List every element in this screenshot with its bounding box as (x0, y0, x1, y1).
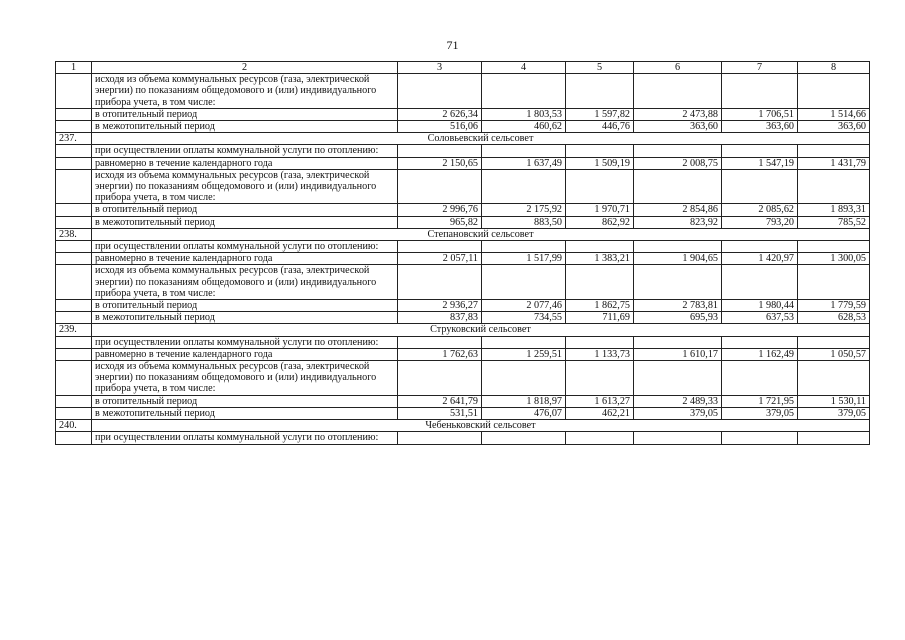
value-cell: 793,20 (722, 216, 798, 228)
value-cell (722, 145, 798, 157)
section-row (56, 420, 870, 432)
value-cell (722, 241, 798, 253)
value-cell: 1 509,19 (566, 157, 634, 169)
value-cell: 363,60 (798, 121, 870, 133)
value-cell (398, 169, 482, 204)
row-label: в отопительный период (92, 300, 398, 312)
section-title: Струковский сельсовет (92, 324, 870, 336)
value-cell: 1 431,79 (798, 157, 870, 169)
value-cell: 1 530,11 (798, 395, 870, 407)
table-row (56, 74, 870, 109)
section-row (56, 324, 870, 336)
value-cell (398, 432, 482, 444)
value-cell (634, 361, 722, 396)
row-label: в отопительный период (92, 204, 398, 216)
value-cell: 476,07 (482, 407, 566, 419)
value-cell (566, 169, 634, 204)
value-cell: 1 133,73 (566, 348, 634, 360)
row-number (56, 108, 92, 120)
value-cell (566, 336, 634, 348)
row-number (56, 348, 92, 360)
value-cell (722, 361, 798, 396)
value-cell: 1 706,51 (722, 108, 798, 120)
value-cell: 1 818,97 (482, 395, 566, 407)
value-cell (398, 241, 482, 253)
value-cell (798, 169, 870, 204)
value-cell (398, 361, 482, 396)
row-number (56, 336, 92, 348)
table-row (56, 348, 870, 360)
value-cell (798, 336, 870, 348)
value-cell: 1 597,82 (566, 108, 634, 120)
table-row (56, 336, 870, 348)
value-cell (398, 74, 482, 109)
section-number: 237. (56, 133, 92, 145)
value-cell: 862,92 (566, 216, 634, 228)
value-cell: 2 077,46 (482, 300, 566, 312)
value-cell: 965,82 (398, 216, 482, 228)
value-cell: 2 641,79 (398, 395, 482, 407)
value-cell: 1 803,53 (482, 108, 566, 120)
value-cell: 1 904,65 (634, 253, 722, 265)
value-cell (798, 241, 870, 253)
column-header: 6 (634, 62, 722, 74)
table-row (56, 145, 870, 157)
row-label: исходя из объема коммунальных ресурсов (газа, электрической энергии) по показаниям общедомового и (или) индивидуального прибора учета, в том числе: (92, 361, 398, 396)
row-number (56, 157, 92, 169)
section-title: Чебеньковский сельсовет (92, 420, 870, 432)
column-header: 2 (92, 62, 398, 74)
table-row (56, 432, 870, 444)
value-cell (482, 74, 566, 109)
value-cell: 837,83 (398, 312, 482, 324)
row-number (56, 74, 92, 109)
row-label: в межотопительный период (92, 121, 398, 133)
column-header: 4 (482, 62, 566, 74)
value-cell: 2 854,86 (634, 204, 722, 216)
row-number (56, 121, 92, 133)
section-title: Степановский сельсовет (92, 228, 870, 240)
value-cell: 637,53 (722, 312, 798, 324)
table-row (56, 312, 870, 324)
value-cell: 695,93 (634, 312, 722, 324)
table-row (56, 216, 870, 228)
column-header: 8 (798, 62, 870, 74)
row-number (56, 312, 92, 324)
row-number (56, 241, 92, 253)
value-cell (722, 265, 798, 300)
value-cell (566, 361, 634, 396)
value-cell (482, 145, 566, 157)
table-row (56, 241, 870, 253)
value-cell: 1 779,59 (798, 300, 870, 312)
value-cell: 2 473,88 (634, 108, 722, 120)
value-cell (398, 265, 482, 300)
value-cell (798, 265, 870, 300)
section-number: 240. (56, 420, 92, 432)
value-cell: 1 517,99 (482, 253, 566, 265)
column-header: 7 (722, 62, 798, 74)
table-row (56, 121, 870, 133)
value-cell: 1 893,31 (798, 204, 870, 216)
row-label: при осуществлении оплаты коммунальной услуги по отоплению: (92, 336, 398, 348)
value-cell: 711,69 (566, 312, 634, 324)
value-cell: 2 489,33 (634, 395, 722, 407)
column-header: 5 (566, 62, 634, 74)
section-row (56, 133, 870, 145)
value-cell: 2 008,75 (634, 157, 722, 169)
value-cell: 2 057,11 (398, 253, 482, 265)
row-label: исходя из объема коммунальных ресурсов (газа, электрической энергии) по показаниям общедомового и (или) индивидуального прибора учета, в том числе: (92, 74, 398, 109)
value-cell: 446,76 (566, 121, 634, 133)
row-number (56, 361, 92, 396)
value-cell: 883,50 (482, 216, 566, 228)
row-number (56, 204, 92, 216)
table-row (56, 169, 870, 204)
value-cell (482, 265, 566, 300)
table-row (56, 300, 870, 312)
value-cell: 1 721,95 (722, 395, 798, 407)
value-cell: 379,05 (798, 407, 870, 419)
tariff-table (55, 61, 870, 445)
row-label: в межотопительный период (92, 407, 398, 419)
row-label: при осуществлении оплаты коммунальной услуги по отоплению: (92, 241, 398, 253)
value-cell (798, 432, 870, 444)
value-cell: 1 762,63 (398, 348, 482, 360)
value-cell: 2 085,62 (722, 204, 798, 216)
row-label: равномерно в течение календарного года (92, 157, 398, 169)
row-label: при осуществлении оплаты коммунальной услуги по отоплению: (92, 145, 398, 157)
row-number (56, 169, 92, 204)
section-row (56, 228, 870, 240)
value-cell (566, 145, 634, 157)
value-cell: 1 547,19 (722, 157, 798, 169)
value-cell (482, 361, 566, 396)
page-number: 71 (446, 38, 459, 52)
value-cell (634, 145, 722, 157)
value-cell: 1 613,27 (566, 395, 634, 407)
row-label: равномерно в течение календарного года (92, 348, 398, 360)
value-cell: 1 300,05 (798, 253, 870, 265)
value-cell: 1 162,49 (722, 348, 798, 360)
value-cell: 2 936,27 (398, 300, 482, 312)
value-cell (398, 145, 482, 157)
value-cell (722, 336, 798, 348)
value-cell: 1 050,57 (798, 348, 870, 360)
value-cell (566, 432, 634, 444)
column-header-row (56, 62, 870, 74)
row-label: в межотопительный период (92, 312, 398, 324)
value-cell: 363,60 (722, 121, 798, 133)
table-row (56, 361, 870, 396)
value-cell (566, 241, 634, 253)
value-cell: 1 420,97 (722, 253, 798, 265)
value-cell: 785,52 (798, 216, 870, 228)
row-number (56, 395, 92, 407)
value-cell (798, 145, 870, 157)
value-cell (566, 265, 634, 300)
value-cell: 1 862,75 (566, 300, 634, 312)
value-cell (634, 74, 722, 109)
value-cell (482, 169, 566, 204)
column-header: 1 (56, 62, 92, 74)
row-number (56, 300, 92, 312)
value-cell: 1 514,66 (798, 108, 870, 120)
value-cell (798, 361, 870, 396)
value-cell: 1 259,51 (482, 348, 566, 360)
table-row (56, 157, 870, 169)
value-cell (634, 432, 722, 444)
value-cell (798, 74, 870, 109)
column-header: 3 (398, 62, 482, 74)
value-cell (566, 74, 634, 109)
row-number (56, 265, 92, 300)
value-cell (398, 336, 482, 348)
value-cell: 2 150,65 (398, 157, 482, 169)
value-cell: 1 637,49 (482, 157, 566, 169)
row-label: в отопительный период (92, 395, 398, 407)
value-cell (722, 169, 798, 204)
value-cell: 734,55 (482, 312, 566, 324)
value-cell: 823,92 (634, 216, 722, 228)
value-cell (634, 336, 722, 348)
table-row (56, 407, 870, 419)
row-number (56, 145, 92, 157)
section-title: Соловьевский сельсовет (92, 133, 870, 145)
row-label: при осуществлении оплаты коммунальной услуги по отоплению: (92, 432, 398, 444)
value-cell: 2 626,34 (398, 108, 482, 120)
value-cell (482, 432, 566, 444)
value-cell: 1 970,71 (566, 204, 634, 216)
table-row (56, 253, 870, 265)
value-cell (634, 241, 722, 253)
table-row (56, 395, 870, 407)
row-label: в межотопительный период (92, 216, 398, 228)
value-cell: 363,60 (634, 121, 722, 133)
value-cell: 1 610,17 (634, 348, 722, 360)
table-row (56, 204, 870, 216)
value-cell (482, 336, 566, 348)
table-row (56, 265, 870, 300)
value-cell: 628,53 (798, 312, 870, 324)
value-cell: 531,51 (398, 407, 482, 419)
row-number (56, 407, 92, 419)
row-label: равномерно в течение календарного года (92, 253, 398, 265)
value-cell: 379,05 (634, 407, 722, 419)
row-number (56, 216, 92, 228)
row-number (56, 432, 92, 444)
section-number: 239. (56, 324, 92, 336)
value-cell (722, 74, 798, 109)
value-cell: 462,21 (566, 407, 634, 419)
row-label: исходя из объема коммунальных ресурсов (газа, электрической энергии) по показаниям общедомового и (или) индивидуального прибора учета, в том числе: (92, 265, 398, 300)
value-cell (482, 241, 566, 253)
value-cell: 460,62 (482, 121, 566, 133)
table-body (56, 74, 870, 444)
value-cell: 1 383,21 (566, 253, 634, 265)
value-cell: 2 783,81 (634, 300, 722, 312)
row-label: в отопительный период (92, 108, 398, 120)
value-cell: 2 175,92 (482, 204, 566, 216)
value-cell: 379,05 (722, 407, 798, 419)
value-cell (634, 265, 722, 300)
table-row (56, 108, 870, 120)
value-cell (634, 169, 722, 204)
value-cell (722, 432, 798, 444)
value-cell: 1 980,44 (722, 300, 798, 312)
section-number: 238. (56, 228, 92, 240)
row-label: исходя из объема коммунальных ресурсов (газа, электрической энергии) по показаниям общедомового и (или) индивидуального прибора учета, в том числе: (92, 169, 398, 204)
row-number (56, 253, 92, 265)
value-cell: 516,06 (398, 121, 482, 133)
value-cell: 2 996,76 (398, 204, 482, 216)
